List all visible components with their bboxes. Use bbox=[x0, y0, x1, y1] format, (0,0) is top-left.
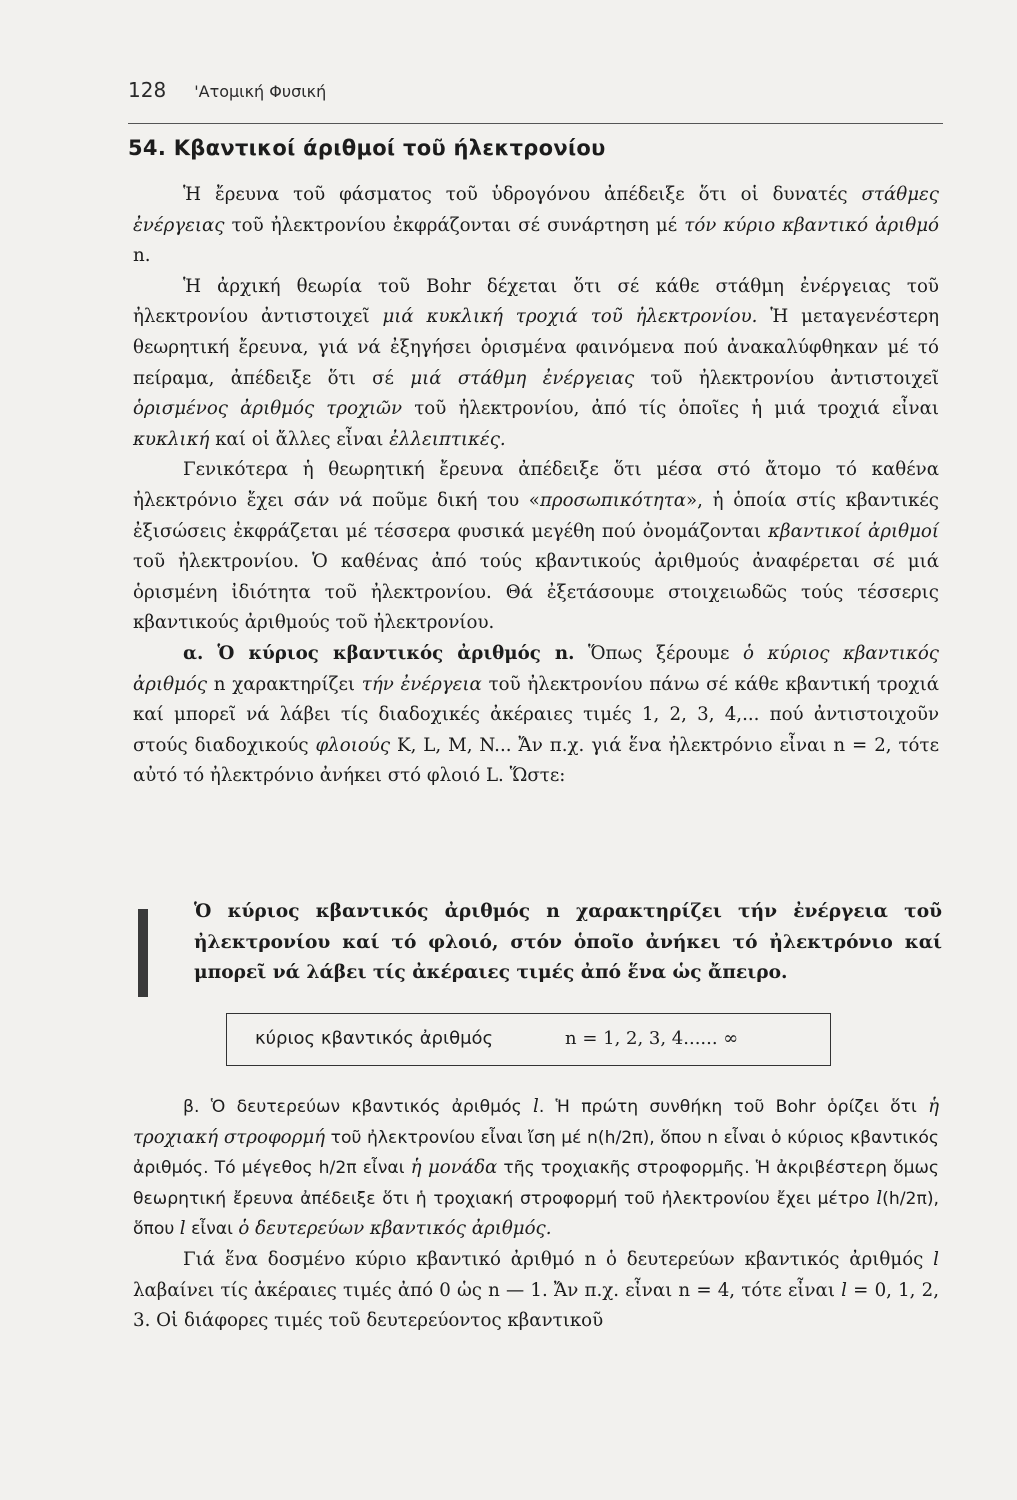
text-run: K, L, M, N... Ἄν π.χ. γιά ἕνα ἠλεκτρόνιο εἶναι n = 2, τότε αὐτό τό ἠλεκτρόνιο ἀνήκει στό φλοιό L. Ὥστε: bbox=[133, 734, 939, 787]
text-run: τοῦ ἠλεκτρονίου ἀντιστοιχεῖ bbox=[634, 367, 940, 389]
italic-run: κβαντικοί ἀριθμοί bbox=[768, 520, 940, 542]
paragraph-5 bbox=[133, 1092, 939, 1245]
paragraph-6 bbox=[133, 1245, 939, 1337]
text-run: εἶναι bbox=[185, 1219, 239, 1240]
formula-box bbox=[226, 1013, 831, 1066]
paragraph-4 bbox=[133, 639, 939, 792]
formula-label: κύριος κβαντικός ἀριθμός bbox=[255, 1028, 494, 1049]
paragraph-1 bbox=[133, 180, 939, 272]
text-run: Γιά ἕνα δοσμένο κύριο κβαντικό ἀριθμό n ὁ δευτερεύων κβαντικός ἀριθμός bbox=[183, 1248, 934, 1270]
text-run: Ὅπως ξέρουμε bbox=[574, 642, 743, 664]
text-run: = 0, 1, 2, 3. Οἱ διάφορες τιμές τοῦ δευτερεύοντος κβαντικοῦ bbox=[133, 1279, 939, 1332]
paragraph-3 bbox=[133, 455, 939, 639]
body-text-top bbox=[133, 180, 939, 792]
text-run: καί οἱ ἄλλες εἶναι bbox=[209, 428, 390, 450]
highlight-text: Ὁ κύριος κβαντικός ἀριθμός n χαρακτηρίζει τήν ἐνέργεια τοῦ ἠλεκτρονίου καί τό φλοιό, στόν ὁποῖο ἀνήκει τό ἠλεκτρόνιο καί μπορεῖ νά λάβει τίς ἀκέραιες τιμές ἀπό ἕνα ὡς ἄπειρο. bbox=[194, 901, 942, 983]
italic-run: ὁρισμένος ἀριθμός τροχιῶν bbox=[133, 398, 403, 420]
text-run: », ἡ ὁποία στίς κβαντικές ἐξισώσεις ἐκφράζεται μέ τέσσερα φυσικά μεγέθη πού ὀνομάζονται bbox=[133, 489, 939, 542]
text-run: Ἡ ἀρχική θεωρία τοῦ Bohr δέχεται ὅτι σέ κάθε στάθμη ἐνέργειας τοῦ ἠλεκτρονίου ἀντιστοιχεῖ bbox=[133, 275, 939, 328]
italic-run: μιά κυκλική τροχιά τοῦ ἠλεκτρονίου. bbox=[382, 306, 758, 328]
body-text-bottom bbox=[133, 1092, 939, 1337]
italic-run: l bbox=[841, 1279, 847, 1301]
text-run: τοῦ ἠλεκτρονίου. Ὁ καθένας ἀπό τούς κβαντικούς ἀριθμούς ἀναφέρεται σέ μιά ὁρισμένη ἰδιότητα τοῦ ἠλεκτρονίου. Θά ἐξετάσουμε στοιχειωδῶς τούς τέσσερις κβαντικούς ἀριθμούς τοῦ ἠλεκτρονίου. bbox=[133, 551, 939, 634]
italic-run: φλοιούς bbox=[315, 734, 391, 756]
italic-run: ὁ δευτερεύων κβαντικός ἀριθμός. bbox=[238, 1218, 552, 1240]
text-run: n. bbox=[133, 245, 151, 267]
running-title: 'Ατομική Φυσική bbox=[194, 82, 327, 101]
italic-run: μιά στάθμη ἐνέργειας bbox=[410, 367, 635, 389]
page-number: 128 bbox=[128, 78, 167, 102]
italic-run: l bbox=[532, 1096, 539, 1117]
italic-run: στάθμες ἐνέργειας bbox=[133, 184, 939, 236]
text-run: τῆς τροχιακῆς στροφορμῆς. Ἡ ἀκριβέστερη ὅμως θεωρητική ἔρευνα ἀπέδειξε ὅτι ἡ τροχιακή στροφορμή τοῦ ἠλεκτρονίου ἔχει μέτρο bbox=[133, 1158, 940, 1209]
text-run: τοῦ ἠλεκτρονίου, ἀπό τίς ὁποῖες ἡ μιά τροχιά εἶναι bbox=[402, 398, 939, 420]
italic-run: l bbox=[933, 1248, 939, 1270]
margin-bar bbox=[138, 909, 148, 997]
text-run: n χαρακτηρίζει bbox=[207, 673, 362, 695]
italic-run: ὁ κύριος κβαντικός ἀριθμός bbox=[133, 642, 939, 695]
text-run: Ἡ ἔρευνα τοῦ φάσματος τοῦ ὑδρογόνου ἀπέδειξε ὅτι οἱ δυνατές bbox=[183, 184, 862, 205]
italic-run: ἡ τροχιακή στροφορμή bbox=[133, 1096, 940, 1148]
running-head bbox=[128, 78, 943, 102]
text-run: (h/2π), ὅπου bbox=[133, 1188, 939, 1240]
formula-value: n = 1, 2, 3, 4...... ∞ bbox=[565, 1028, 739, 1049]
italic-run: προσωπικότητα bbox=[539, 489, 687, 511]
text-run: τοῦ ἠλεκτρονίου πάνω σέ κάθε κβαντική τροχιά καί μπορεῖ νά λάβει τίς διαδοχικές ἀκέραιες τιμές 1, 2, 3, 4,... πού ἀντιστοιχοῦν στούς διαδοχικούς bbox=[133, 673, 939, 756]
text-run: . Ἡ πρώτη συνθήκη τοῦ Bohr ὁρίζει ὅτι bbox=[538, 1097, 929, 1117]
header-rule bbox=[128, 123, 943, 124]
text-run: Ἡ μεταγενέστερη θεωρητική ἔρευνα, γιά νά ἐξηγήσει ὁρισμένα φαινόμενα πού ἀνακαλύφθηκαν μέ τό πείραμα, ἀπέδειξε ὅτι σέ bbox=[133, 306, 940, 389]
text-run: τοῦ ἠλεκτρονίου εἶναι ἴση μέ n(h/2π), ὅπου n εἶναι ὁ κύριος κβαντικός ἀριθμός. Τό μέγεθος h/2π εἶναι bbox=[133, 1127, 939, 1179]
italic-run: l bbox=[876, 1187, 883, 1209]
paragraph-2 bbox=[133, 272, 939, 456]
italic-run: κυκλική bbox=[133, 428, 210, 450]
text-run: λαβαίνει τίς ἀκέραιες τιμές ἀπό 0 ὡς n — 1. Ἄν π.χ. εἶναι n = 4, τότε εἶναι bbox=[133, 1279, 842, 1301]
italic-run: τόν κύριο κβαντικό ἀριθμό bbox=[684, 214, 939, 236]
section-title: 54. Κβαντικοί άριθμοί τοῦ ήλεκτρονίου bbox=[128, 136, 606, 160]
text-run: τοῦ ἠλεκτρονίου ἐκφράζονται σέ συνάρτηση μέ bbox=[224, 214, 685, 236]
italic-run: ἡ μονάδα bbox=[410, 1157, 498, 1179]
italic-run: τήν ἐνέργεια bbox=[361, 673, 482, 695]
subsection-heading-a: α. Ὁ κύριος κβαντικός ἀριθμός n. bbox=[183, 642, 575, 664]
italic-run: ἐλλειπτικές. bbox=[389, 428, 506, 450]
italic-run: l bbox=[179, 1218, 186, 1240]
subsection-heading-b: β. Ὁ δευτερεύων κβαντικός ἀριθμός bbox=[183, 1097, 533, 1117]
text-run: Γενικότερα ἡ θεωρητική ἔρευνα ἀπέδειξε ὅτι μέσα στό ἄτομο τό καθένα ἠλεκτρόνιο ἔχει σάν νά ποῦμε δική του « bbox=[133, 459, 939, 511]
